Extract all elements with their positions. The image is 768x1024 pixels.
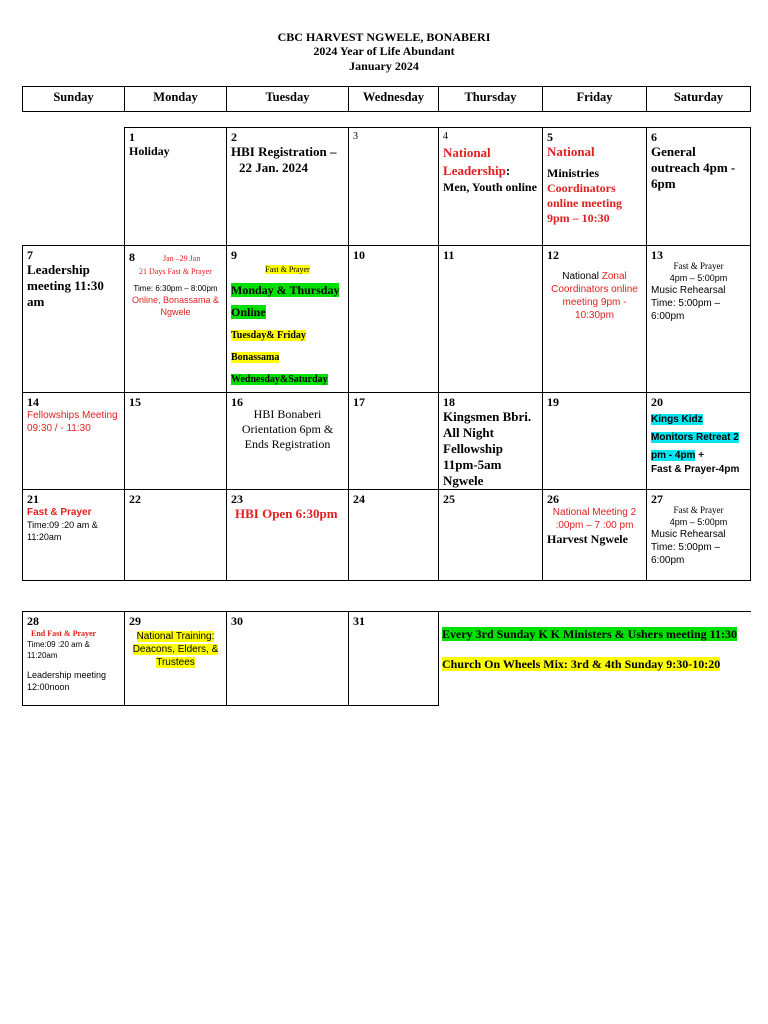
day-number: 10 [353,248,365,262]
document-title: CBC HARVEST NGWELE, BONABERI [277,30,491,44]
event-text: Wednesday&Saturday [231,374,328,385]
event-text: Fast & Prayer [673,261,724,271]
weekday-sunday: Sunday [23,87,125,111]
weekday-saturday: Saturday [673,90,724,104]
day-cell-15 [125,393,226,489]
day-cell-26 [543,490,646,580]
day-number: 28 [27,614,39,628]
day-number: 21 [27,492,39,506]
event-text: Time: 6:30pm – 8:00pm [133,284,218,293]
day-cell-9 [227,246,348,392]
day-cell-25 [439,490,542,580]
day-cell-31 [349,612,438,705]
day-cell-21 [23,490,124,580]
event-text: HBI Bonaberi Orientation 6pm & Ends Registration [241,407,334,451]
weekday-thursday: Thursday [439,87,543,111]
event-text: Men, Youth online [443,180,537,194]
day-number: 4 [443,131,448,142]
event-text: Harvest Ngwele [547,532,628,546]
event-text: Fast & Prayer [265,265,310,274]
day-cell-23 [227,490,348,580]
document-theme: 2024 Year of Life Abundant [313,44,455,58]
event-text: Fast & Prayer-4pm [651,464,740,475]
day-number: 12 [547,248,559,262]
day-cell-24 [349,490,438,580]
day-number: 2 [231,130,237,144]
event-text: Music Rehearsal Time: 5:00pm – 6:00pm [651,529,726,566]
day-cell-8 [125,246,226,392]
day-cell-18 [439,393,542,489]
day-number: 25 [443,492,455,506]
day-number: 9 [231,248,237,262]
event-text: + [695,450,705,461]
event-text: Online, Bonassama & Ngwele [131,295,220,317]
day-number: 17 [353,395,365,409]
event-text: 4pm – 5:00pm [669,273,728,283]
event-text: End Fast & Prayer [31,629,97,638]
grid-line [22,705,438,706]
weekday-wednesday: Wednesday [349,87,439,111]
event-text: National [547,144,595,159]
day-cell-19 [543,393,646,489]
day-number: 20 [651,395,663,409]
weekday-header-row [22,86,751,112]
day-cell-6 [647,128,750,245]
day-number: 27 [651,492,663,506]
day-number: 18 [443,395,455,409]
event-text: Kings Kidz Monitors Retreat 2 pm - 4pm [651,414,739,461]
day-cell-13 [647,246,750,392]
event-text: General outreach 4pm - 6pm [651,144,736,191]
day-number: 26 [547,492,559,506]
event-text: Jan –29 Jan [163,254,201,263]
event-text: Tuesday& Friday [231,330,306,341]
event-text: HBI Registration – [231,144,337,159]
event-text: Ministries [547,166,599,180]
day-number: 30 [231,614,243,628]
day-number: 23 [231,492,243,506]
grid-line [22,580,751,581]
day-cell-11 [439,246,542,392]
event-text: Time:09 :20 am & 11:20am [27,520,98,542]
event-text: Kingsmen Bbri. All Night Fellowship 11pm-5am Ngwele [443,409,532,488]
day-number: 6 [651,130,657,144]
event-text: HBI Open 6:30pm [235,506,338,521]
month-title: January 2024 [349,59,419,73]
event-text: Coordinators online meeting 9pm – 10:30 [547,181,622,225]
day-number: 24 [353,492,365,506]
day-cell-10 [349,246,438,392]
event-text: Leadership meeting 11:30 am [27,262,104,309]
event-text: Leadership meeting 12:00noon [27,670,107,692]
event-text: Fellowships Meeting 09:30 / - 11:30 [27,410,118,434]
day-number: 22 [129,492,141,506]
event-text: Online [231,305,266,319]
day-number: 1 [129,130,135,144]
event-text: National Training: Deacons, Elders, & Trustees [132,631,219,668]
day-number: 19 [547,395,559,409]
event-text: Fast & Prayer [27,507,92,518]
day-cell-17 [349,393,438,489]
day-cell-16 [227,393,348,489]
notes-section [442,626,750,706]
event-text: Music Rehearsal Time: 5:00pm – 6:00pm [651,285,726,322]
day-number: 7 [27,248,33,262]
event-text: National Meeting 2 :00pm – 7 :00 pm [552,507,637,531]
weekday-friday: Friday [543,87,647,111]
day-number: 31 [353,614,365,628]
event-text: Time:09 :20 am & 11:20am [27,640,90,660]
event-text: 4pm – 5:00pm [669,517,728,527]
day-cell-29 [125,612,226,705]
event-text: 21 Days Fast & Prayer [139,267,212,276]
note-church-on-wheels: Church On Wheels Mix: 3rd & 4th Sunday 9:30-10:20 [442,657,721,671]
day-number: 11 [443,248,455,262]
event-text: Monday & Thursday [231,283,340,297]
event-text: National [562,271,602,282]
day-cell-12 [543,246,646,392]
day-cell-1 [125,128,226,245]
day-number: 13 [651,248,663,262]
day-number: 3 [353,131,358,142]
day-cell-28 [23,612,124,705]
day-cell-27 [647,490,750,580]
event-text: Holiday [129,144,170,158]
day-cell-22 [125,490,226,580]
day-cell-2 [227,128,348,245]
day-cell-20 [647,393,750,489]
day-number: 5 [547,130,553,144]
weekday-tuesday: Tuesday [227,87,349,111]
day-cell-5 [543,128,646,245]
day-cell-3 [349,128,438,245]
day-number: 8 [129,250,135,264]
day-cell-4 [439,128,542,245]
day-cell-30 [227,612,348,705]
day-number: 14 [27,395,39,409]
weekday-monday: Monday [125,87,227,111]
event-text: National Leadership [443,145,506,178]
event-text: 22 Jan. 2024 [239,160,308,175]
day-number: 15 [129,395,141,409]
grid-line [438,611,439,706]
event-text: Bonassama [231,352,280,363]
event-text: Zonal Coordinators online meeting 9pm - 10:30pm [551,271,638,321]
day-number: 29 [129,614,141,628]
day-cell-7 [23,246,124,392]
event-text: : [505,163,511,178]
event-text: Fast & Prayer [673,505,724,515]
note-kk-ministers: Every 3rd Sunday K K Ministers & Ushers meeting 11:30 [442,627,737,641]
day-cell-14 [23,393,124,489]
day-number: 16 [231,395,243,409]
grid-line [750,127,751,581]
